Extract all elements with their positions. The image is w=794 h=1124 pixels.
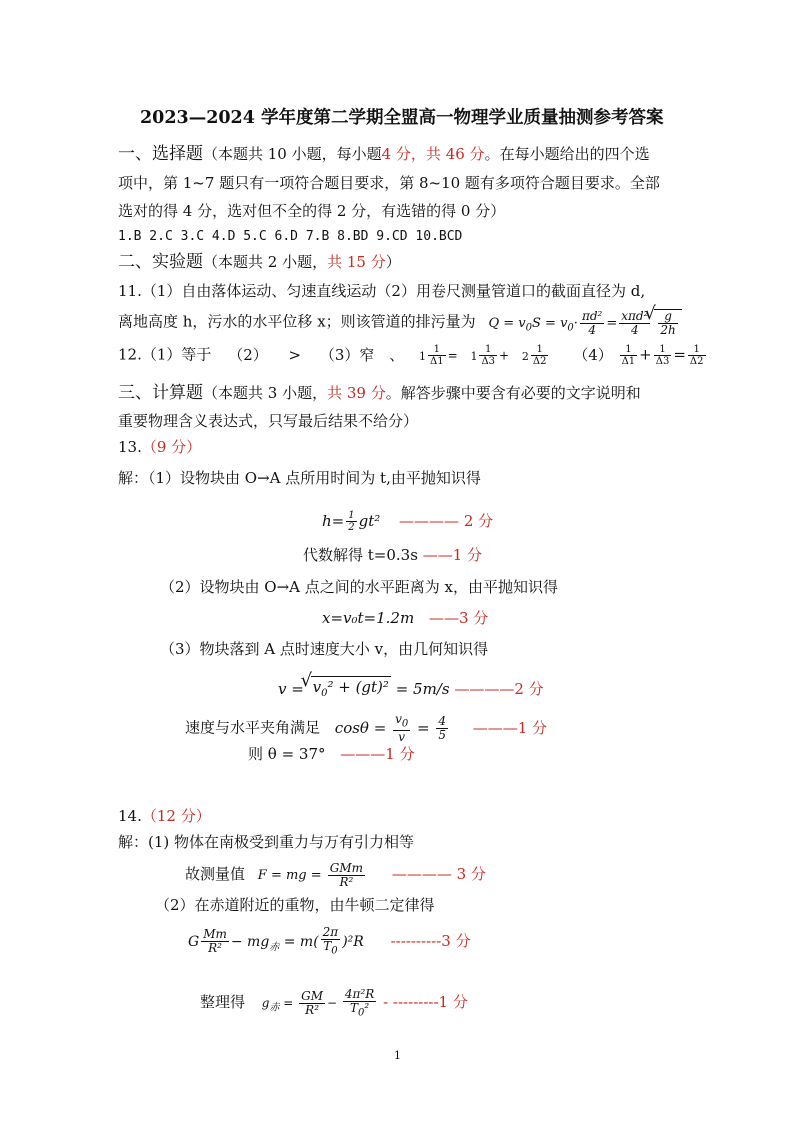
section2-heading: 二、实验题 xyxy=(118,252,203,272)
section3-line1: 三、计算题（本题共 3 小题，共 39 分。解答步骤中要含有必要的文字说明和 xyxy=(118,383,641,403)
q14-eq2: G $\frac{Mm}{\text{R²}}$ − $mg_赤 = m$( $\frac{2\pi}{T_0}$ )²R ----------3 分 xyxy=(188,925,471,957)
section2-score: 共 15 分 xyxy=(327,253,386,271)
section2-heading-line: 二、实验题（本题共 2 小题，共 15 分） xyxy=(118,252,401,272)
q13-step3: （3）物块落到 A 点时速度大小 v，由几何知识得 xyxy=(160,640,489,658)
q11-line1: 11.（1）自由落体运动、匀速直线运动（2）用卷尺测量管道口的截面直径为 d, xyxy=(118,282,646,300)
q13-header: 13.（9 分） xyxy=(118,438,202,456)
q13-step2: （2）设物块由 O→A 点之间的水平距离为 x，由平抛知识得 xyxy=(160,578,559,596)
q14-step2: （2）在赤道附近的重物，由牛顿二定律得 xyxy=(155,896,435,914)
q13-step1: 解：（1）设物块由 O→A 点所用时间为 t,由平抛知识得 xyxy=(118,469,481,487)
q13-eq3: x=v₀t=1.2m ——3 分 xyxy=(322,609,489,627)
section3-heading: 三、计算题 xyxy=(118,383,203,403)
q13-score: （9 分） xyxy=(141,438,202,456)
q13-eq2: 代数解得 t=0.3s ——1 分 xyxy=(303,546,483,564)
q14-step1: 解：(1) 物体在南极受到重力与万有引力相等 xyxy=(118,833,415,851)
q13-eq1: h= $\frac{1}{2}$ gt² ———— 2 分 xyxy=(322,510,494,533)
q13-eq6: 则 θ = 37° ———1 分 xyxy=(248,745,415,763)
q12-line: 12.（1）等于 （2） > （3）窄 、 1 $\frac{1}{\Delta 1}$ = 1 $\frac{1}{\Delta 3}$ + 2 $\frac{1}{\Delta 2}$ （4） $\frac{1}{\Delta 1}$ + $\frac{1}{\Delta 3}$ = $\frac{1}{\Delta 2}$ xyxy=(118,344,704,367)
multiple-choice-answers: 1.B 2.C 3.C 4.D 5.C 6.D 7.B 8.BD 9.CD 10.BCD xyxy=(118,229,463,244)
q13-eq4: v = √ $v_0^2 + (gt)^2 = 5m/s$ ————2 分 xyxy=(278,676,544,704)
section1-line3: 选对的得 4 分，选对但不全的得 2 分，有选错的得 0 分） xyxy=(118,202,506,220)
section1-line1: 一、选择题（本题共 10 小题，每小题4 分，共 46 分。在每小题给出的四个选 xyxy=(118,144,650,164)
page-title: 2023—2024 学年度第二学期全盟高一物理学业质量抽测参考答案 xyxy=(140,108,664,128)
q14-header: 14.（12 分） xyxy=(118,807,211,825)
section3-line2: 重要物理含义表达式，只写最后结果不给分） xyxy=(118,412,419,430)
section1-line2: 项中，第 1~7 题只有一项符合题目要求，第 8~10 题有多项符合题目要求。全部 xyxy=(118,174,660,192)
q14-eq3: 整理得 $g_赤$ = $\frac{GM}{\text{R²}}$ − $\frac{\text{4π²R}}{T_0^2}$ - ---------1 分 xyxy=(200,987,468,1019)
q11-line2: 离地高度 h，污水的水平位移 x；则该管道的排污量为 $Q = v_0S = v_0\cdot$ $\frac{\text{πd²}}{4}$ = $\frac{\text{xπd²}}{4}$ √ $\frac{g}{2h}$ xyxy=(118,309,682,338)
q14-score: （12 分） xyxy=(141,807,211,825)
section3-score: 共 39 分 xyxy=(327,384,386,402)
q13-eq5: 速度与水平夹角满足 cosθ = $\frac{v_0}{v}$ = $\frac{4}{5}$ ———1 分 xyxy=(185,712,548,745)
page-number: 1 xyxy=(394,1049,401,1062)
q11-formula: $Q = v_0S = v_0\cdot$ $\frac{\text{πd²}}{4}$ = $\frac{\text{xπd²}}{4}$ √ $\frac{g}{2h}$ xyxy=(488,316,681,331)
section1-score: 4 分，共 46 分 xyxy=(381,145,485,163)
q14-eq1: 故测量值 F = mg = $\frac{\text{GMm}}{\text{R²}}$ ———— 3 分 xyxy=(185,861,486,889)
section1-heading: 一、选择题 xyxy=(118,144,203,164)
